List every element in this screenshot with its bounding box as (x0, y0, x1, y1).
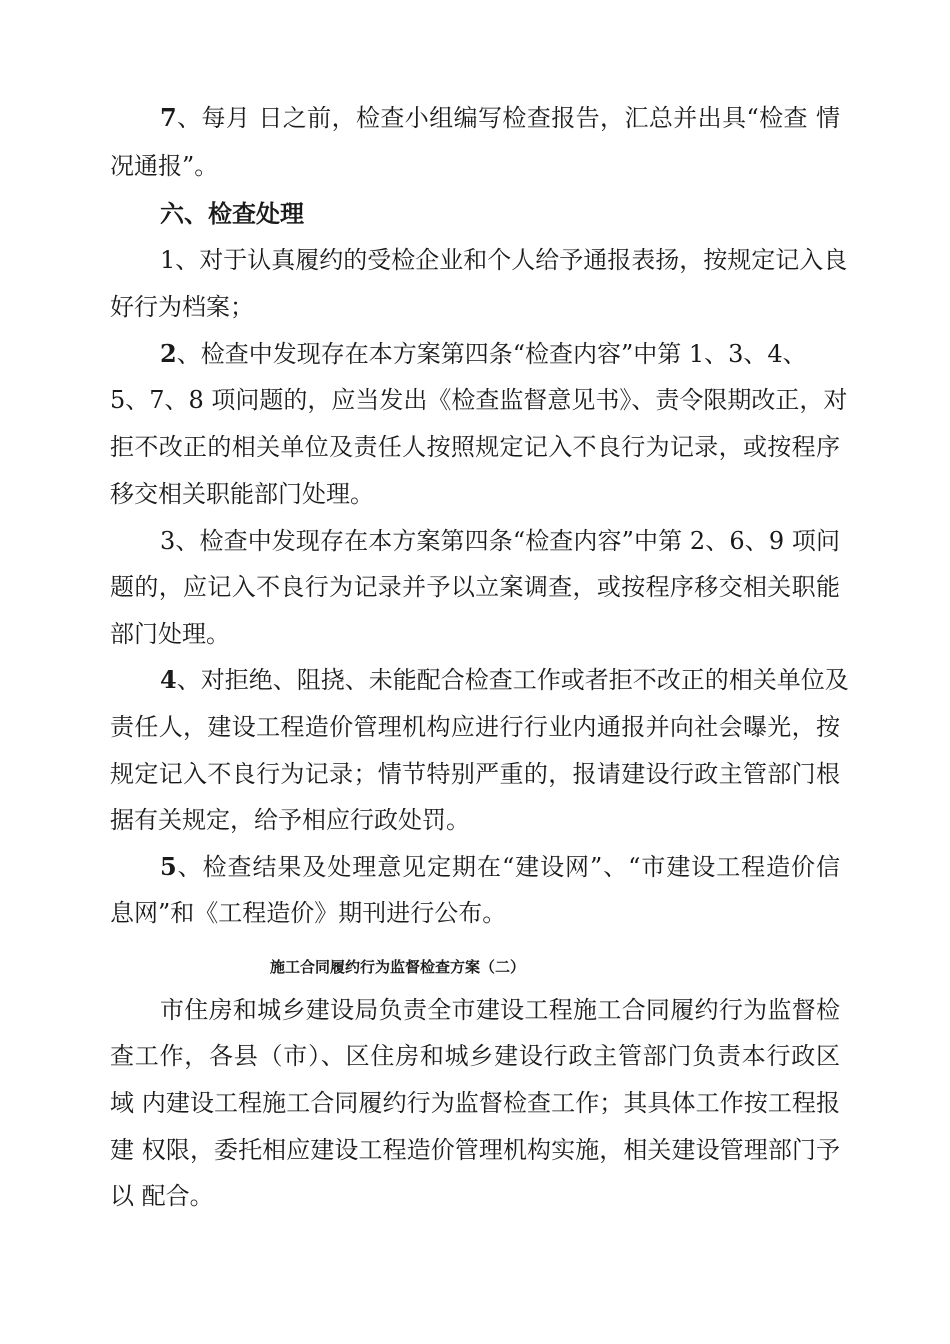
item5-number: 5 (160, 852, 177, 881)
item5-line2: 息网”和《工程造价》期刊进行公布。 (110, 899, 507, 927)
item2-line3: 拒不改正的相关单位及责任人按照规定记入不良行为记录，或按程序 (110, 433, 840, 461)
item1-line2: 好行为档案； (110, 293, 254, 321)
item4-line3: 规定记入不良行为记录；情节特别严重的，报请建设行政主管部门根 (110, 760, 840, 788)
item2-line2: 5、7、8 项问题的，应当发出《检查监督意见书》、责令限期改正，对 (110, 386, 848, 414)
item2-line4: 移交相关职能部门处理。 (110, 480, 374, 508)
item7-line1: 7、每月 日之前，检查小组编写检查报告，汇总并出具“检查 情 (160, 103, 840, 132)
item4-number: 4 (160, 665, 177, 694)
item3-line2: 题的，应记入不良行为记录并予以立案调查，或按程序移交相关职能 (110, 573, 840, 601)
para-line5: 以 配合。 (110, 1182, 214, 1210)
item4-line1: 4、对拒绝、阻挠、未能配合检查工作或者拒不改正的相关单位及 (160, 665, 849, 694)
item5-line1: 5、检查结果及处理意见定期在“建设网”、“市建设工程造价信 (160, 852, 840, 881)
section-subtitle: 施工合同履约行为监督检查方案（二） (270, 958, 526, 976)
para-line2: 查工作，各县（市）、区住房和城乡建设行政主管部门负责本行政区 (110, 1042, 840, 1070)
para-line1: 市住房和城乡建设局负责全市建设工程施工合同履约行为监督检 (160, 996, 840, 1024)
item7-number: 7 (160, 103, 177, 132)
item4-line4: 据有关规定，给予相应行政处罚。 (110, 806, 470, 834)
item3-line3: 部门处理。 (110, 620, 230, 648)
item3-line1: 3、检查中发现存在本方案第四条“检查内容”中第 2、6、9 项问 (160, 527, 840, 555)
para-line3: 域 内建设工程施工合同履约行为监督检查工作；其具体工作按工程报 (110, 1089, 840, 1117)
item2-number: 2 (160, 339, 177, 368)
section6-heading: 六、检查处理 (160, 199, 304, 228)
item2-line1: 2、检查中发现存在本方案第四条“检查内容”中第 1、3、4、 (160, 339, 807, 368)
item4-line2: 责任人，建设工程造价管理机构应进行行业内通报并向社会曝光，按 (110, 713, 840, 741)
item3-number: 3 (160, 527, 176, 555)
para-line4: 建 权限，委托相应建设工程造价管理机构实施，相关建设管理部门予 (110, 1136, 840, 1164)
item1-line1: 1、对于认真履约的受检企业和个人给予通报表扬，按规定记入良 (160, 246, 848, 274)
item1-number: 1 (160, 246, 176, 274)
item7-line2: 况通报”。 (110, 152, 219, 180)
